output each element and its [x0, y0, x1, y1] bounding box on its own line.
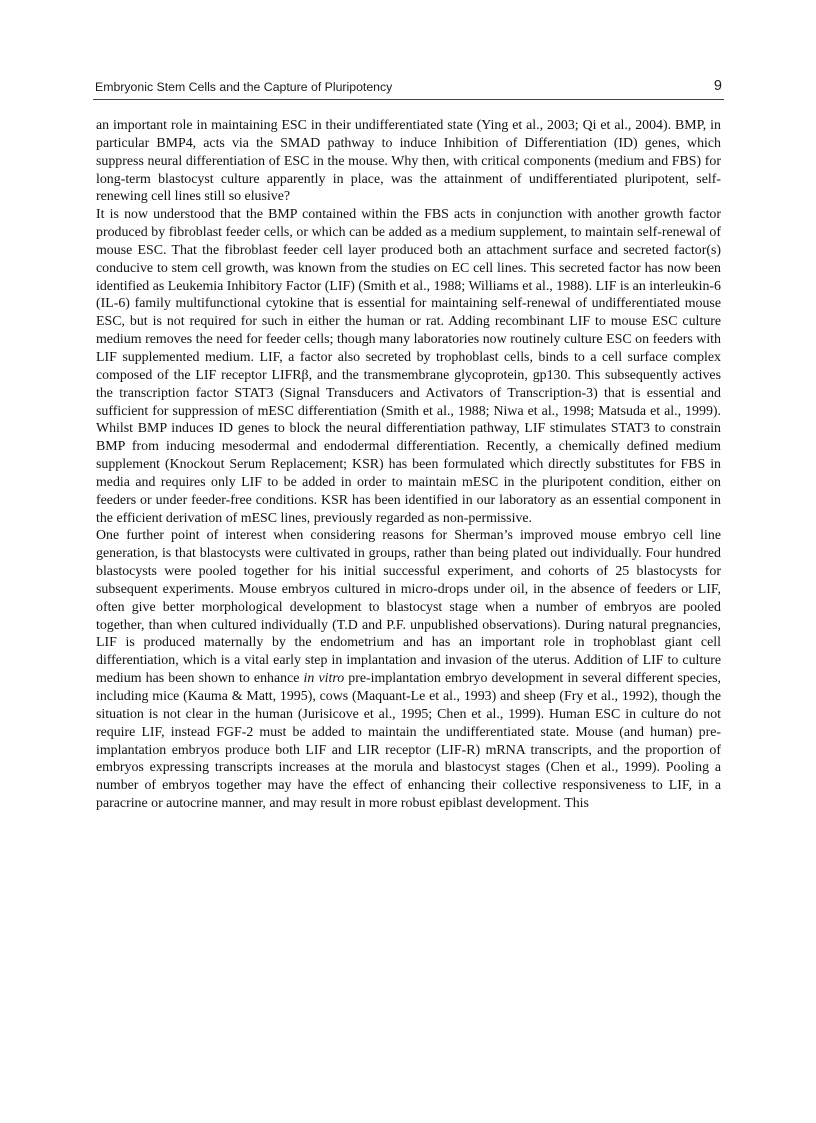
header-rule	[93, 99, 724, 100]
running-title: Embryonic Stem Cells and the Capture of Pluripotency	[95, 80, 393, 94]
italic-in-vitro: in vitro	[303, 671, 345, 687]
body-text	[96, 117, 721, 813]
page-number: 9	[713, 78, 722, 94]
paragraph-3	[96, 527, 721, 813]
paragraph-2: It is now understood that the BMP contained within the FBS acts in conjunction with another growth factor produced by fibroblast feeder cells, or which can be added as a medium supplement, to maintain self-renewal of mouse ESC. That the fibroblast feeder cell layer produced both an attachment surface and secreted factor(s) conducive to stem cell growth, was known from the studies on EC cell lines. This secreted factor has now been identified as Leukemia Inhibitory Factor (LIF) (Smith et al., 1988; Williams et al., 1988). LIF is an interleukin-6 (IL-6) family multifunctional cytokine that is essential for maintaining self-renewal of undifferentiated mouse ESC, but is not required for such in either the human or rat. Adding recombinant LIF to mouse ESC culture medium removes the need for feeder cells; though many laboratories now routinely culture ESC on feeders with LIF supplemented medium. LIF, a factor also secreted by trophoblast cells, binds to a cell surface complex composed of the LIF receptor LIFRβ, and the transmembrane glycoprotein, gp130. This subsequently actives the transcription factor STAT3 (Signal Transducers and Activators of Transcription-3) that is essential and sufficient for suppression of mESC differentiation (Smith et al., 1988; Niwa et al., 1998; Matsuda et al., 1999). Whilst BMP induces ID genes to block the neural differentiation pathway, LIF stimulates STAT3 to constrain BMP from inducing mesodermal and endodermal differentiation. Recently, a chemically defined medium supplement (Knockout Serum Replacement; KSR) has been formulated which directly substitutes for FBS in media and requires only LIF to be added in order to maintain mESC in the pluripotent condition, either on feeders or under feeder-free conditions. KSR has been identified in our laboratory as an essential component in the efficient derivation of mESC lines, previously regarded as non-permissive.	[96, 207, 721, 526]
paragraph-1: an important role in maintaining ESC in their undifferentiated state (Ying et al., 2003; Qi et al., 2004). BMP, in particular BMP4, acts via the SMAD pathway to induce Inhibition of Differentiation (ID) genes, which suppress neural differentiation of ESC in the mouse. Why then, with critical components (medium and FBS) for long-term blastocyst culture apparently in place, was the attainment of undifferentiated pluripotent, self-renewing cell lines still so elusive?	[96, 118, 721, 205]
paragraph-3-text-a: One further point of interest when considering reasons for Sherman’s improved mouse embryo cell line generation, is that blastocysts were cultivated in groups, rather than being plated out individually. Four hundred blastocysts were pooled together for his initial successful experiment, and cohorts of 25 blastocysts for subsequent experiments. Mouse embryos cultured in micro-drops under oil, in the absence of feeders or LIF, often give better morphological development to blastocyst stage when a number of embryos are pooled together, than when cultured individually (T.D and P.F. unpublished observations). During natural pregnancies, LIF is produced maternally by the endometrium and has an important role in trophoblast giant cell differentiation, which is a vital early step in implantation and invasion of the uterus. Addition of LIF to culture medium has been shown to enhance	[96, 528, 721, 687]
paragraph-3-text-b: pre-implantation embryo development in several different species, including mice (Kauma & Matt, 1995), cows (Maquant-Le et al., 1993) and sheep (Fry et al., 1992), though the situation is not clear in the human (Jurisicove et al., 1995; Chen et al., 1999). Human ESC in culture do not require LIF, instead FGF-2 must be added to maintain the undifferentiated state. Mouse (and human) pre-implantation embryos produce both LIF and LIR receptor (LIF-R) mRNA transcripts, and the proportion of embryos expressing transcripts increases at the morula and blastocyst stages (Chen et al., 1999). Pooling a number of embryos together may have the effect of enhancing their collective responsiveness to LIF, in a paracrine or autocrine manner, and may result in more robust epiblast development. This	[96, 671, 722, 812]
